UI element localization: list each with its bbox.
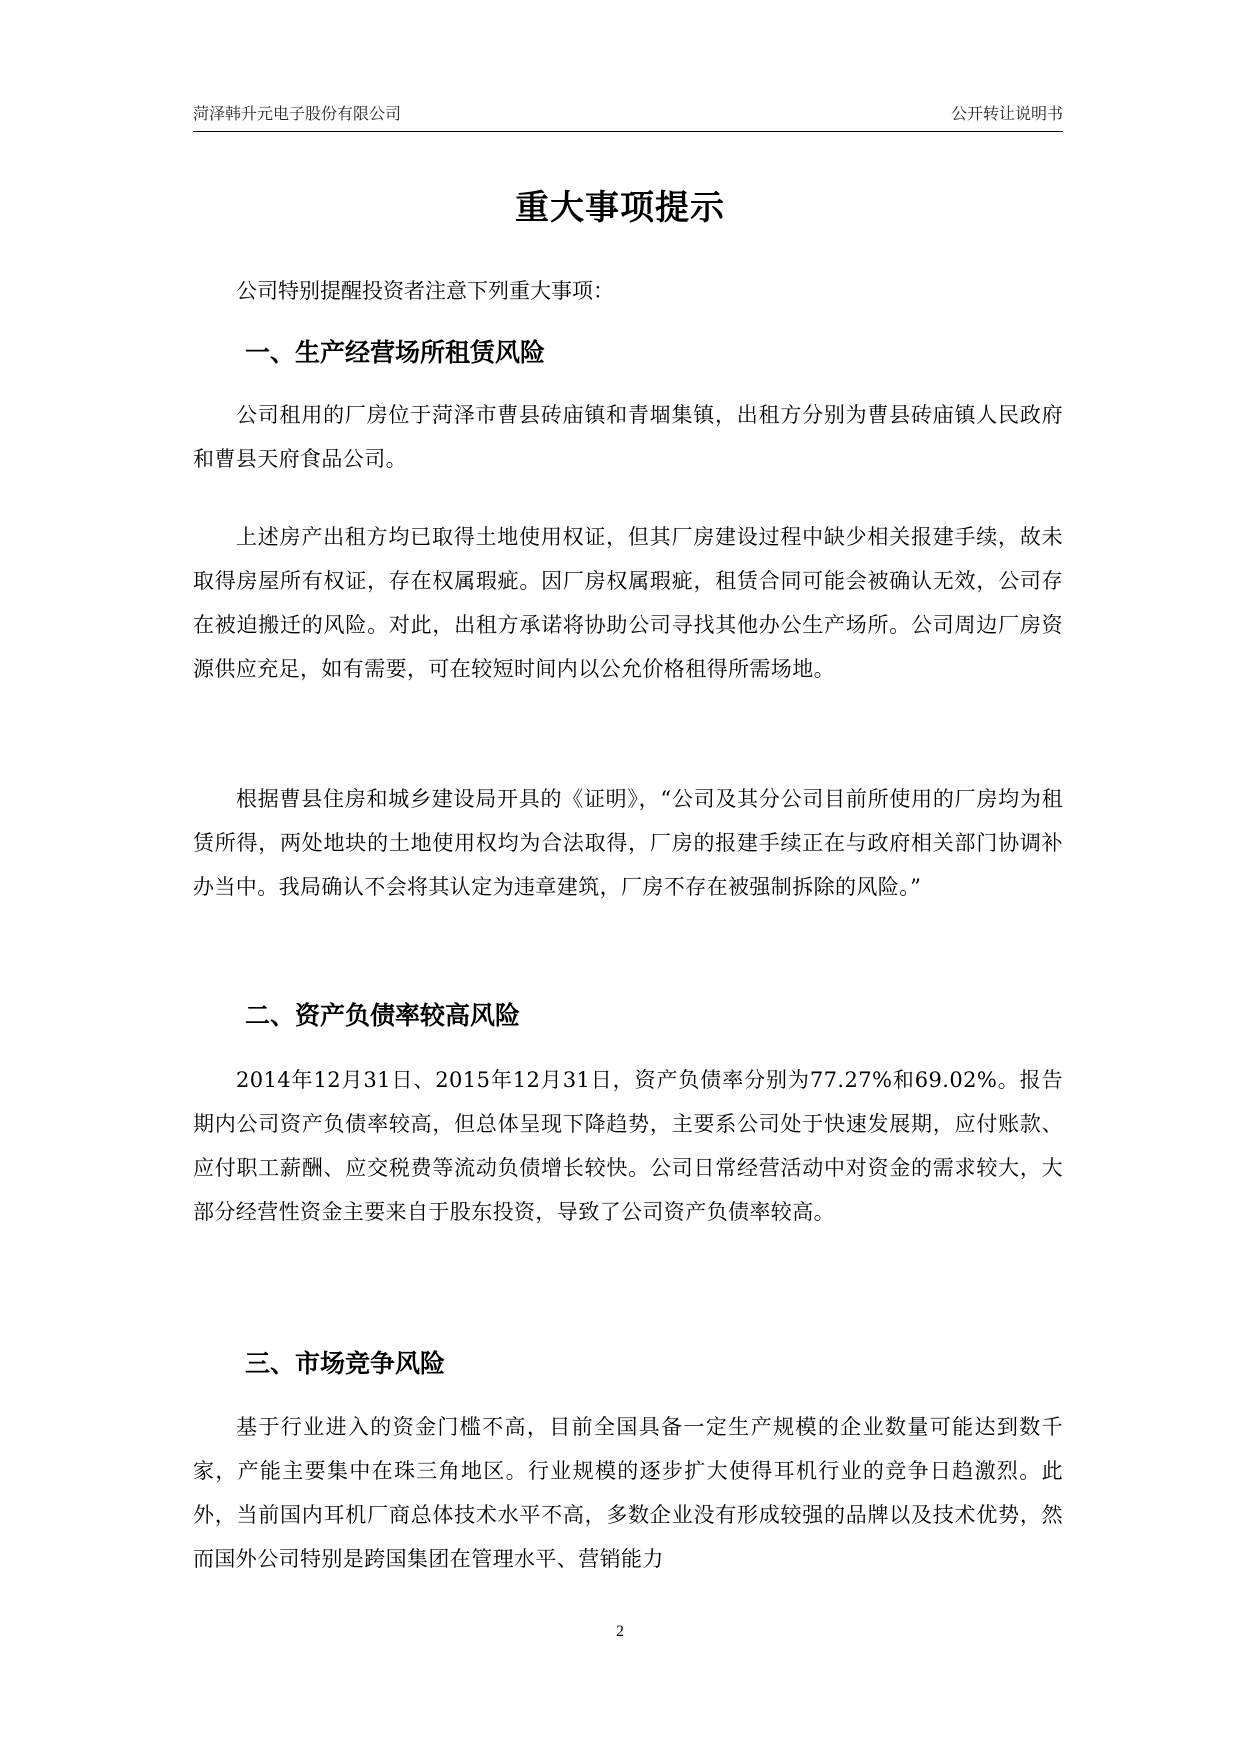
header-company-name: 菏泽韩升元电子股份有限公司 xyxy=(193,104,402,123)
section-heading-lease-risk: 一、生产经营场所租赁风险 xyxy=(245,338,546,367)
paragraph: 公司租用的厂房位于菏泽市曹县砖庙镇和青堌集镇，出租方分别为曹县砖庙镇人民政府和曹县天府食品公司。 xyxy=(193,403,1063,471)
page-title: 重大事项提示 xyxy=(515,188,725,228)
page-header xyxy=(193,103,1063,132)
header-document-type: 公开转让说明书 xyxy=(950,104,1063,123)
paragraph: 2014年12月31日、2015年12月31日，资产负债率分别为77.27%和69.02%。报告期内公司资产负债率较高，但总体呈现下降趋势，主要系公司处于快速发展期，应付账款、应付职工薪酬、应交税费等流动负债增长较快。公司日常经营活动中对资金的需求较大，大部分经营性资金主要来自于股东投资，导致了公司资产负债率较高。 xyxy=(193,1068,1063,1224)
paragraph: 基于行业进入的资金门槛不高，目前全国具备一定生产规模的企业数量可能达到数千家，产能主要集中在珠三角地区。行业规模的逐步扩大使得耳机行业的竞争日趋激烈。此外，当前国内耳机厂商总体技术水平不高，多数企业没有形成较强的品牌以及技术优势，然而国外公司特别是跨国集团在管理水平、营销能力 xyxy=(193,1415,1063,1571)
section-heading-market-competition-risk: 三、市场竞争风险 xyxy=(245,1349,446,1378)
page-number: 2 xyxy=(616,1623,624,1640)
intro-text: 公司特别提醒投资者注意下列重大事项： xyxy=(236,279,614,303)
paragraph: 根据曹县住房和城乡建设局开具的《证明》，“公司及其分公司目前所使用的厂房均为租赁所得，两处地块的土地使用权均为合法取得，厂房的报建手续正在与政府相关部门协调补办当中。我局确认不会将其认定为违章建筑，厂房不存在被强制拆除的风险。” xyxy=(193,787,1063,899)
paragraph: 上述房产出租方均已取得土地使用权证，但其厂房建设过程中缺少相关报建手续，故未取得房屋所有权证，存在权属瑕疵。因厂房权属瑕疵，租赁合同可能会被确认无效，公司存在被迫搬迁的风险。对此，出租方承诺将协助公司寻找其他办公生产场所。公司周边厂房资源供应充足，如有需要，可在较短时间内以公允价格租得所需场地。 xyxy=(193,525,1063,681)
section-heading-debt-ratio-risk: 二、资产负债率较高风险 xyxy=(245,1001,521,1030)
